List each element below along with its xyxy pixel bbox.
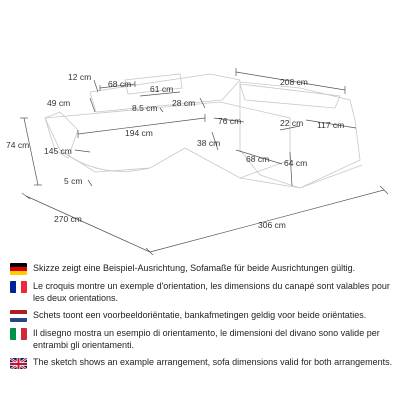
dim-270: 270 cm [54,214,82,224]
note-en [10,356,394,369]
dimension-labels [6,72,344,230]
dim-145: 145 cm [44,146,72,156]
italy-flag-icon [10,328,27,340]
note-nl [10,309,394,322]
note-text-nl: Schets toont een voorbeeldoriëntatie, bankafmetingen geldig voor beide oriëntaties. [33,310,367,320]
note-text-fr: Le croquis montre un exemple d'orientation, les dimensions du canapé sont valables pour les deux orientations. [33,281,390,303]
note-text-de: Skizze zeigt eine Beispiel-Ausrichtung, Sofamaße für beide Ausrichtungen gültig. [33,263,356,273]
dim-74: 74 cm [6,140,30,150]
note-text-en: The sketch shows an example arrangement, sofa dimensions valid for both arrangements. [33,357,393,367]
dim-49: 49 cm [47,98,71,108]
note-de [10,262,394,275]
uk-flag-icon [10,357,27,369]
netherlands-flag-icon [10,310,27,322]
dim-117: 117 cm [317,120,345,130]
dim-64: 64 cm [284,158,308,168]
dim-61: 61 cm [150,84,174,94]
france-flag-icon [10,281,27,293]
dim-208: 208 cm [280,77,308,87]
dim-76: 76 cm [218,116,242,126]
dim-22: 22 cm [280,118,304,128]
dim-194: 194 cm [125,128,153,138]
dim-5: 5 cm [64,176,83,186]
dim-68-top: 68 cm [108,79,132,89]
dim-306: 306 cm [258,220,286,230]
dim-12: 12 cm [68,72,92,82]
dim-28: 28 cm [172,98,196,108]
orientation-notes [10,262,394,374]
germany-flag-icon [10,263,27,275]
note-fr [10,280,394,304]
note-it [10,327,394,351]
dim-8-5: 8.5 cm [132,103,158,113]
note-text-it: Il disegno mostra un esempio di orientamento, le dimensioni del divano sono valide per entrambi gli orientamenti. [33,328,380,350]
dim-68-bottom: 68 cm [246,154,270,164]
sofa-illustration [45,74,362,188]
dim-38: 38 cm [197,138,221,148]
